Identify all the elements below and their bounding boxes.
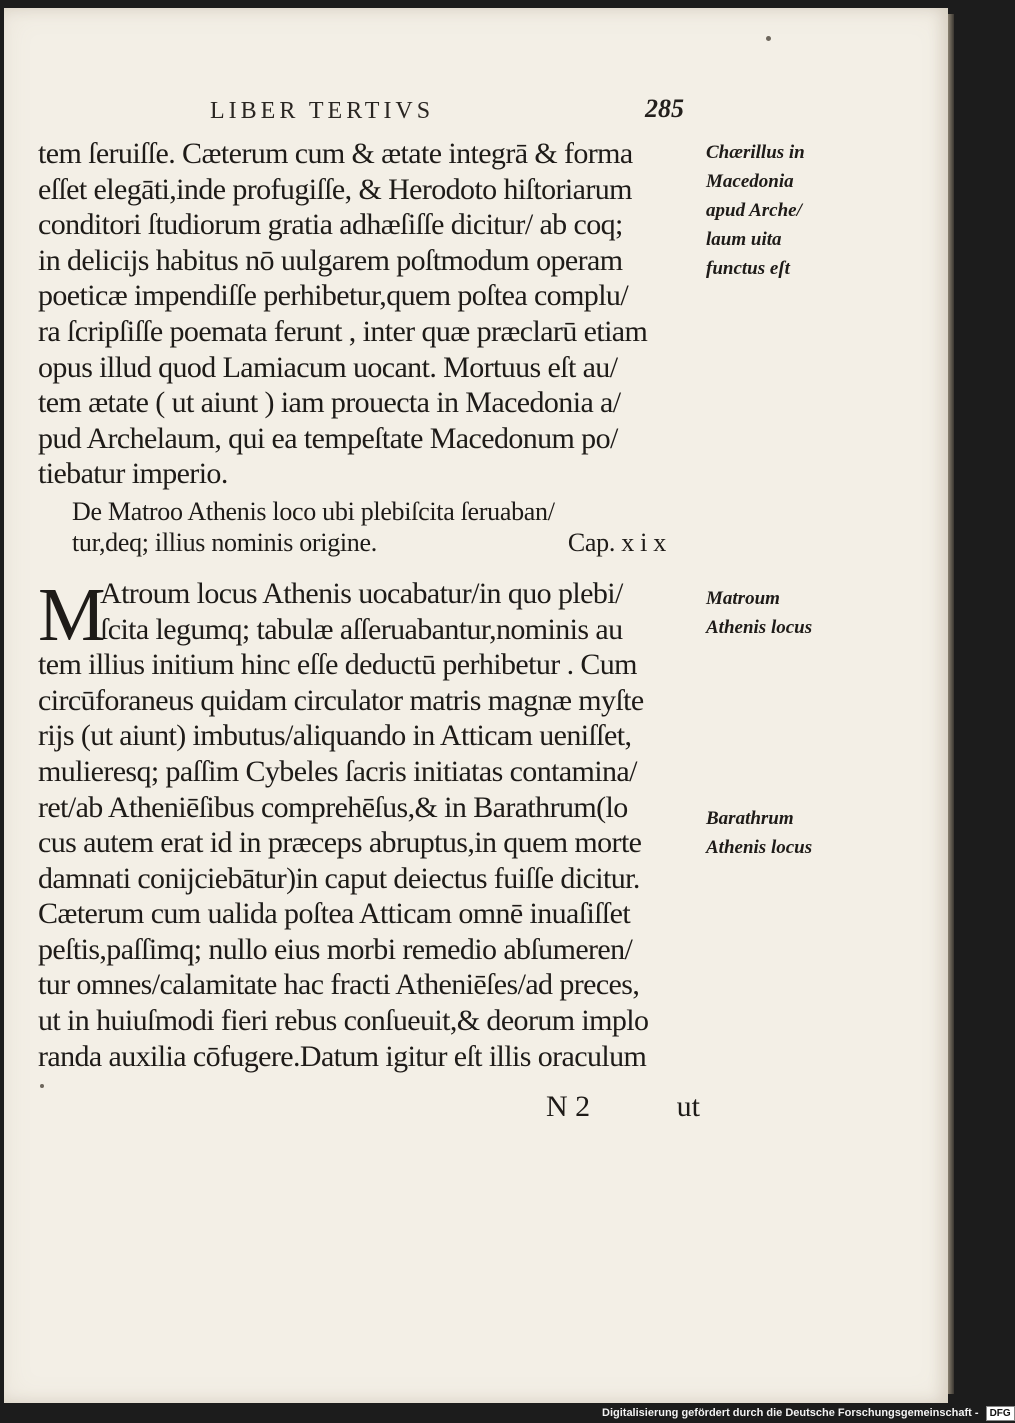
text-line: ra ſcripſiſſe poemata ferunt , inter quæ præclarū etiam xyxy=(38,314,648,348)
text-line: conditori ſtudiorum gratia adhæſiſſe dicitur/ ab coq; xyxy=(38,208,623,242)
text-line: circūforaneus quidam circulator matris magnæ myſte xyxy=(38,683,644,717)
text-line: Atroum locus Athenis uocabatur/in quo plebi/ xyxy=(100,576,623,610)
text-line: in delicijs habitus nō uulgarem poſtmodum operam xyxy=(38,243,623,277)
text-line: rijs (ut aiunt) imbutus/aliquando in Atticam ueniſſet, xyxy=(38,719,632,753)
running-head: LIBER TERTIVS xyxy=(210,98,435,124)
catchword: ut xyxy=(676,1090,700,1123)
footer-credit: Digitalisierung gefördert durch die Deutsche Forschungsgemeinschaft - xyxy=(602,1407,979,1419)
digitization-footer xyxy=(602,1404,1011,1423)
paper-speck xyxy=(766,36,771,41)
text-line: eſſet elegāti,inde profugiſſe, & Herodoto hiſtoriarum xyxy=(38,172,632,206)
drop-cap-initial: M xyxy=(38,572,106,657)
text-line: tem ſeruiſſe. Cæterum cum & ætate integrā & forma xyxy=(38,137,633,170)
margin-note-matroum: Matroum Athenis locus xyxy=(706,588,813,638)
page-header xyxy=(210,94,700,134)
text-line: tur omnes/calamitate hac fracti Atheniēſes/ad preces, xyxy=(38,968,640,1002)
text-line: ſcita legumq; tabulæ aſſeruabantur,nominis au xyxy=(100,612,623,646)
paragraph-2 xyxy=(38,572,702,1074)
page-edge xyxy=(948,14,954,1394)
dfg-logo-icon: DFG xyxy=(986,1406,1015,1421)
text-line: opus illud quod Lamiacum uocant. Mortuus eſt au/ xyxy=(38,350,618,384)
text-line: poeticæ impendiſſe perhibetur,quem poſtea complu/ xyxy=(38,279,629,313)
main-text-block xyxy=(38,136,702,1074)
text-line: peſtis,paſſimq; nullo eius morbi remedio abſumeren/ xyxy=(38,932,633,966)
text-line: cus autem erat id in præceps abruptus,in quem morte xyxy=(38,826,642,860)
signature-mark: N 2 xyxy=(546,1090,591,1123)
chapter-heading xyxy=(38,496,702,558)
margin-note-barathrum: Barathrum Athenis locus xyxy=(706,808,813,858)
heading-line: De Matroo Athenis loco ubi plebiſcita ſeruaban/ xyxy=(72,496,555,526)
text-line: ut in huiuſmodi fieri rebus conſueuit,& deorum implo xyxy=(38,1004,649,1038)
text-line: pud Archelaum, qui ea tempeſtate Macedonum po/ xyxy=(38,421,618,455)
text-line: randa auxilia cōfugere.Datum igitur eſt illis oraculum xyxy=(38,1039,647,1073)
paper-speck xyxy=(40,1084,44,1088)
text-line: tem illius initium hinc eſſe deductū perhibetur . Cum xyxy=(38,648,637,682)
heading-line: tur,deq; illius nominis origine. xyxy=(72,527,377,557)
text-line: tiebatur imperio. xyxy=(38,457,228,491)
text-line: Cæterum cum ualida poſtea Atticam omnē inuaſiſſet xyxy=(38,897,631,931)
paragraph-1 xyxy=(38,136,702,492)
page-number: 285 xyxy=(645,94,684,123)
chapter-number: Cap. x i x xyxy=(567,527,666,557)
text-line: damnati conijciebātur)in caput deiectus fuiſſe dicitur. xyxy=(38,861,640,895)
text-line: tem ætate ( ut aiunt ) iam prouecta in Macedonia a/ xyxy=(38,386,621,420)
text-line: mulieresq; paſſim Cybeles ſacris initiatas contamina/ xyxy=(38,754,637,788)
margin-note-chaerillus: Chærillus in Macedonia apud Arche/ laum uita functus eſt xyxy=(706,142,805,279)
text-line: ret/ab Atheniēſibus comprehēſus,& in Barathrum(lo xyxy=(38,790,628,824)
